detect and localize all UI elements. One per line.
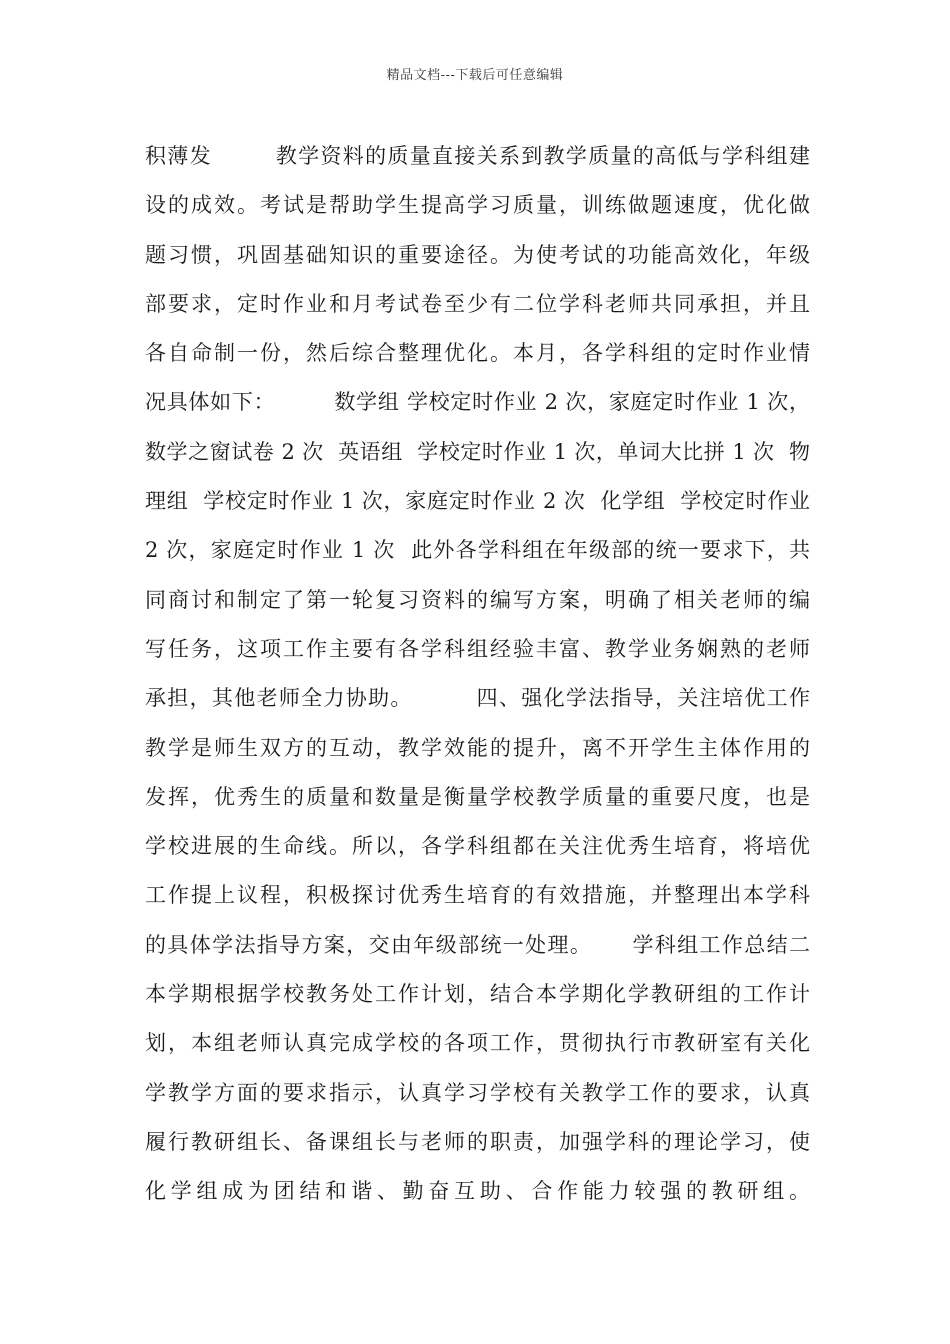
text-line: 学教学方面的要求指示，认真学习学校有关教学工作的要求，认真	[145, 1080, 810, 1105]
text-line: 设的成效。考试是帮助学生提高学习质量，训练做题速度，优化做	[145, 193, 810, 218]
text-line: 划，本组老师认真完成学校的各项工作，贯彻执行市教研室有关化	[145, 1031, 810, 1056]
text-line: 的具体学法指导方案，交由年级部统一处理。 学科组工作总结二	[145, 932, 810, 957]
text-line: 本学期根据学校教务处工作计划，结合本学期化学教研组的工作计	[145, 982, 810, 1007]
text-line: 2 次，家庭定时作业 1 次 此外各学科组在年级部的统一要求下，共	[145, 538, 810, 563]
text-line: 化学组成为团结和谐、勤奋互助、合作能力较强的教研组。	[145, 1179, 810, 1204]
page-header: 精品文档---下载后可任意编辑	[386, 68, 564, 83]
text-line: 况具体如下： 数学组 学校定时作业 2 次，家庭定时作业 1 次，	[145, 390, 810, 415]
text-line: 数学之窗试卷 2 次 英语组 学校定时作业 1 次，单词大比拼 1 次 物	[145, 439, 810, 464]
text-line: 积薄发 教学资料的质量直接关系到教学质量的高低与学科组建	[145, 144, 810, 168]
text-line: 同商讨和制定了第一轮复习资料的编写方案，明确了相关老师的编	[145, 587, 810, 612]
body-text	[145, 132, 810, 1217]
text-line: 发挥，优秀生的质量和数量是衡量学校教学质量的重要尺度，也是	[145, 784, 810, 809]
text-line: 部要求，定时作业和月考试卷至少有二位学科老师共同承担，并且	[145, 291, 810, 316]
text-line: 题习惯，巩固基础知识的重要途径。为使考试的功能高效化，年级	[145, 242, 810, 267]
text-line: 理组 学校定时作业 1 次，家庭定时作业 2 次 化学组 学校定时作业	[145, 489, 810, 514]
text-line: 写任务，这项工作主要有各学科组经验丰富、教学业务娴熟的老师	[145, 636, 810, 661]
text-line: 学校进展的生命线。所以，各学科组都在关注优秀生培育，将培优	[145, 834, 810, 859]
text-line: 履行教研组长、备课组长与老师的职责，加强学科的理论学习，使	[145, 1129, 810, 1154]
text-line: 承担，其他老师全力协助。 四、强化学法指导，关注培优工作	[145, 686, 810, 711]
text-line: 各自命制一份，然后综合整理优化。本月，各学科组的定时作业情	[145, 341, 810, 366]
text-line: 工作提上议程，积极探讨优秀生培育的有效措施，并整理出本学科	[145, 883, 810, 908]
text-line: 教学是师生双方的互动，教学效能的提升，离不开学生主体作用的	[145, 735, 810, 760]
